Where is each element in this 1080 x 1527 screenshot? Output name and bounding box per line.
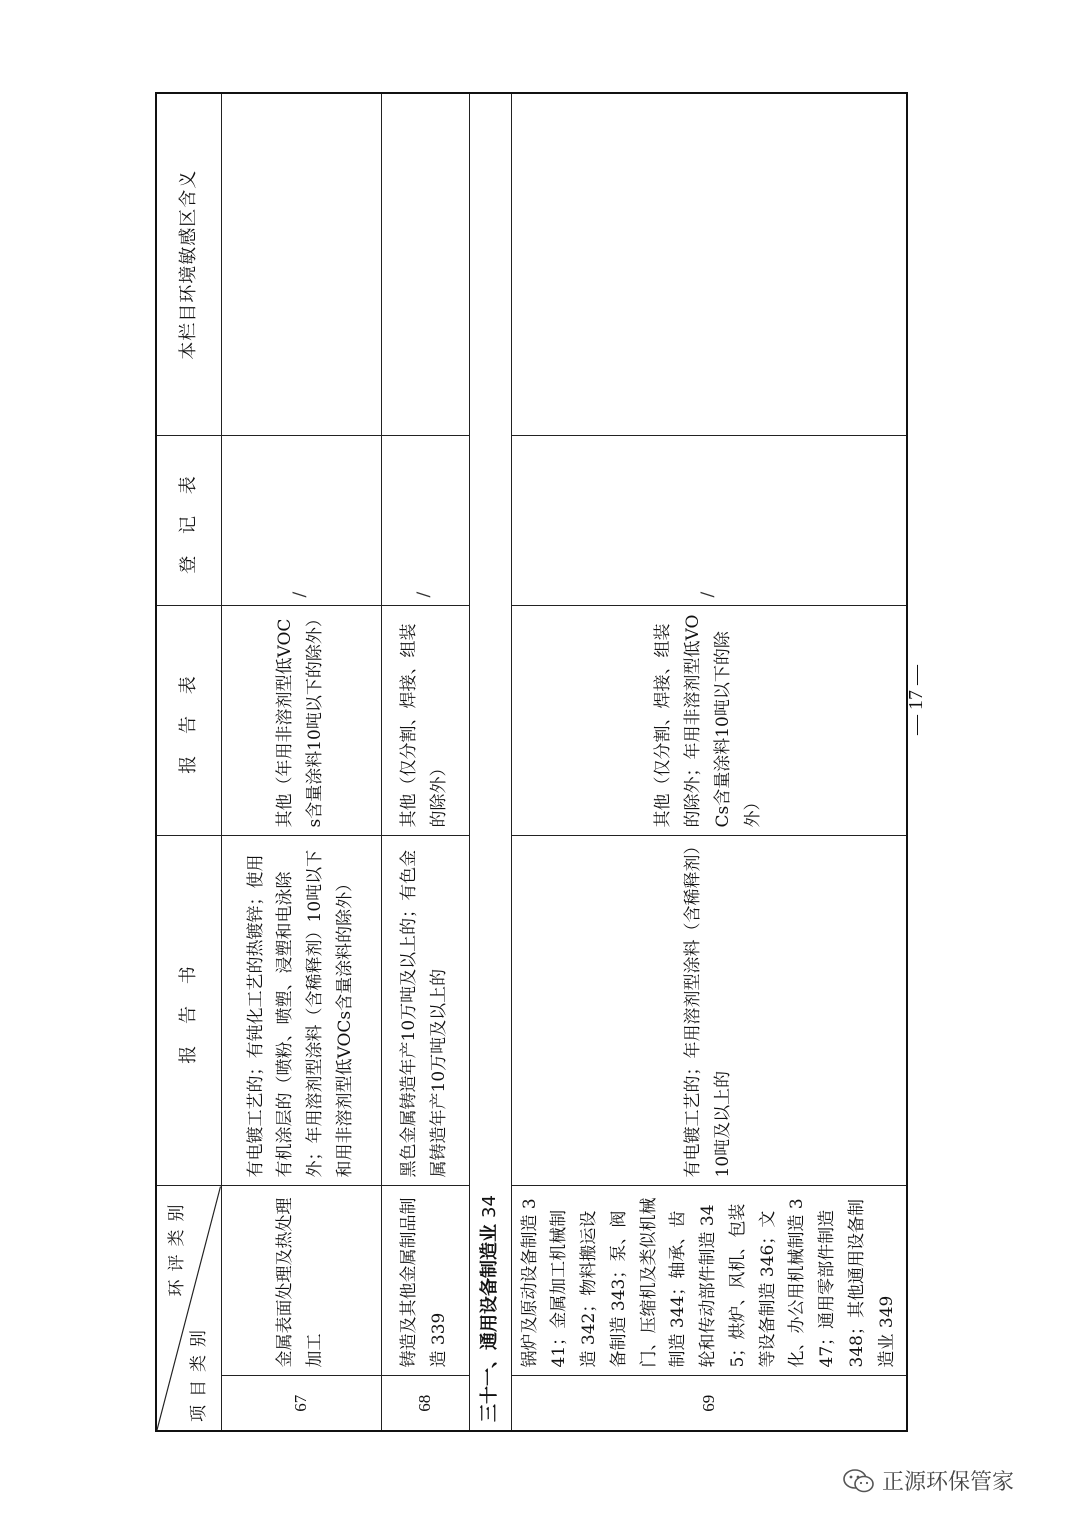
row-report-form: 其他（仅分割、焊接、组装的除外；年用非溶剂型低VOCs含量涂料10吨以下的除外） xyxy=(511,606,907,836)
row-report-form: 其他（仅分割、焊接、组装的除外） xyxy=(381,606,469,836)
row-registration: / xyxy=(511,436,907,606)
header-registration: 登 记 表 xyxy=(156,436,221,606)
rotated-document xyxy=(155,94,897,1432)
table-header-row xyxy=(156,93,221,1431)
row-sensitive xyxy=(221,93,381,436)
watermark-text: 正源环保管家 xyxy=(882,1470,1015,1495)
row-number: 67 xyxy=(221,1376,381,1431)
header-eia-category: 环评类别 xyxy=(167,1196,187,1297)
eia-classification-table xyxy=(155,92,908,1432)
table-row xyxy=(511,93,907,1431)
row-category: 铸造及其他金属制品制造 339 xyxy=(381,1186,469,1376)
row-registration: / xyxy=(221,436,381,606)
table-row xyxy=(381,93,469,1431)
row-report-form: 其他（年用非溶剂型低VOCs含量涂料10吨以下的除外） xyxy=(221,606,381,836)
header-project-category: 项目类别 xyxy=(188,1322,209,1422)
section-code: 34 xyxy=(479,1195,501,1218)
row-sensitive xyxy=(511,93,907,436)
row-category: 金属表面处理及热处理加工 xyxy=(221,1186,381,1376)
row-report-book: 有电镀工艺的；有钝化工艺的热镀锌；使用有机涂层的（喷粉、喷塑、浸塑和电泳除外；年用溶剂型涂料（含稀释剂）10吨以下和用非溶剂型低VOCs含量涂料的除外） xyxy=(221,836,381,1186)
row-sensitive xyxy=(381,93,469,436)
row-report-book: 黑色金属铸造年产10万吨及以上的；有色金属铸造年产10万吨及以上的 xyxy=(381,836,469,1186)
table-row xyxy=(221,93,381,1431)
section-heading xyxy=(469,93,511,1431)
row-category: 锅炉及原动设备制造 341；金属加工机械制造 342；物料搬运设备制造 343；泵、阀门、压缩机及类似机械制造 344；轴承、齿轮和传动部件制造 345；烘炉、风机、包装等设备制造 346；文化、办公用机械制造 347；通用零部件制造 348；其他通用设备制造业 349 xyxy=(511,1186,907,1376)
row-number: 69 xyxy=(511,1376,907,1431)
row-registration: / xyxy=(381,436,469,606)
wechat-icon xyxy=(842,1468,876,1494)
header-report-book: 报 告 书 xyxy=(156,836,221,1186)
watermark xyxy=(842,1465,1014,1496)
header-sensitive-area: 本栏目环境敏感区含义 xyxy=(156,93,221,436)
page-number: — 17 — xyxy=(905,665,927,735)
row-report-book: 有电镀工艺的；年用溶剂型涂料（含稀释剂）10吨及以上的 xyxy=(511,836,907,1186)
header-corner-cell xyxy=(156,1186,221,1431)
section-title: 三十一、通用设备制造业 xyxy=(479,1224,501,1422)
row-number: 68 xyxy=(381,1376,469,1431)
section-row xyxy=(469,93,511,1431)
header-report-form: 报 告 表 xyxy=(156,606,221,836)
